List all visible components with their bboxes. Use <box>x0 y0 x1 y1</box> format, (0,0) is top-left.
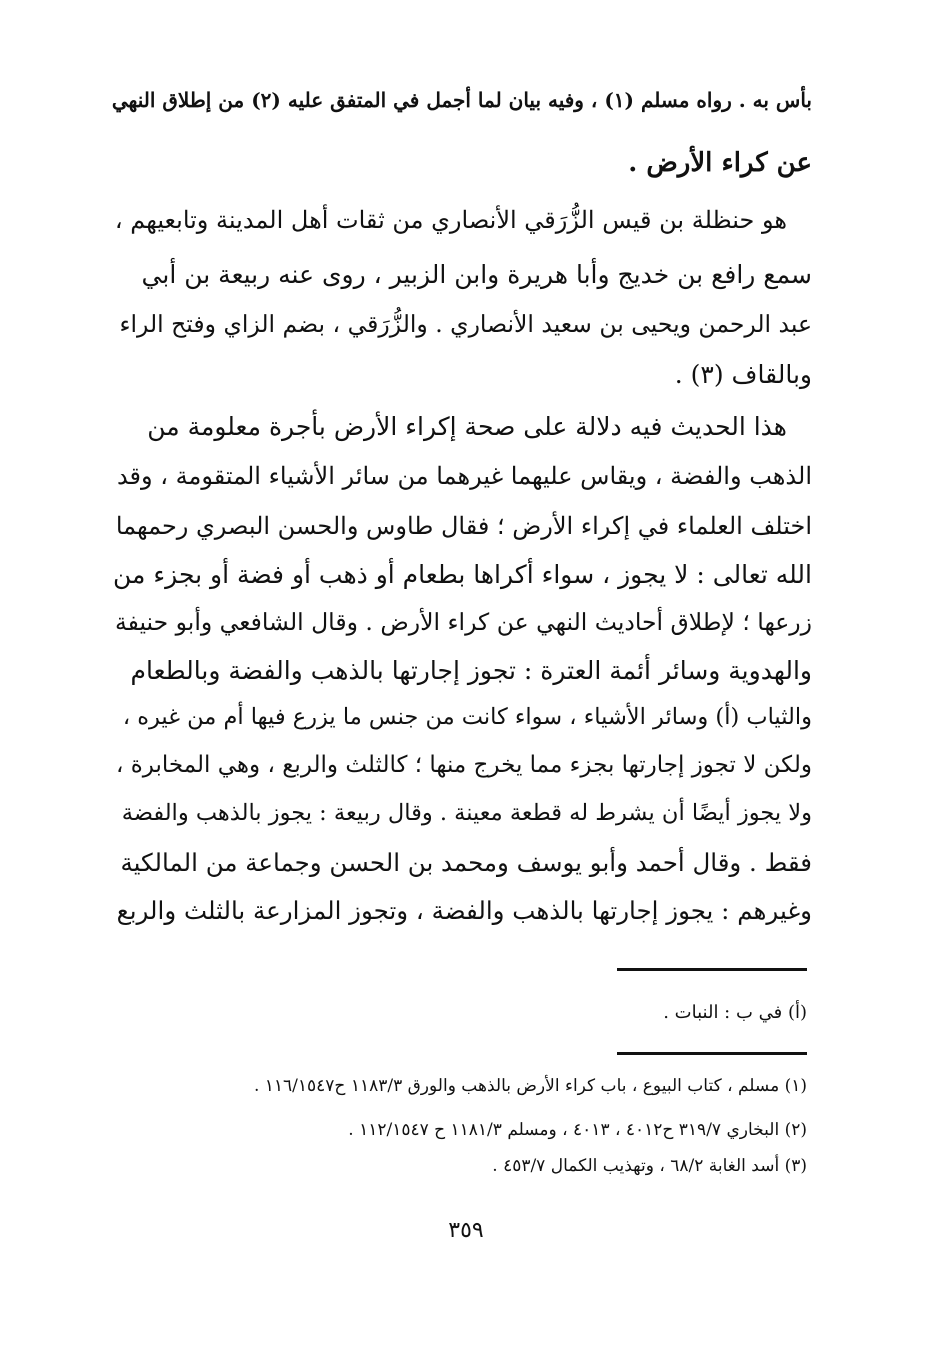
hadith-line-1: بأس به . رواه مسلم (١) ، وفيه بيان لما أجمل في المتفق عليه (٢) من إطلاق النهي <box>111 88 812 112</box>
commentary-line-6: والهدوية وسائر أئمة العترة : تجوز إجارتها بالذهب والفضة وبالطعام <box>130 656 812 685</box>
commentary-line-9: ولا يجوز أيضًا أن يشرط له قطعة معينة . وقال ربيعة : يجوز بالذهب والفضة <box>121 800 812 826</box>
footnote-1: (١) مسلم ، كتاب البيوع ، باب كراء الأرض بالذهب والورق ١١٨٣/٣ ح١١٦/١٥٤٧ . <box>253 1076 807 1096</box>
commentary-line-7: والثياب (أ) وسائر الأشياء ، سواء كانت من جنس ما يزرع فيها أم من غيره ، <box>122 704 812 730</box>
commentary-line-4: الله تعالى : لا يجوز ، سواء أكراها بطعام أو ذهب أو فضة أو بجزء من <box>113 560 812 589</box>
commentary-line-11: وغيرهم : يجوز إجارتها بالذهب والفضة ، وتجوز المزارعة بالثلث والربع <box>116 896 812 925</box>
commentary-line-2: الذهب والفضة ، ويقاس عليهما غيرهما من سائر الأشياء المتقومة ، وقد <box>116 462 812 490</box>
commentary-line-3: اختلف العلماء في إكراء الأرض ؛ فقال طاوس والحسن البصري رحمهما <box>115 512 812 540</box>
biography-line-4: وبالقاف (٣) . <box>674 360 812 389</box>
variant-note: (أ) في ب : النبات . <box>663 1002 807 1023</box>
footnotes-rule <box>617 1052 807 1055</box>
commentary-line-10: فقط . وقال أحمد وأبو يوسف ومحمد بن الحسن وجماعة من المالكية <box>120 848 812 877</box>
biography-line-3: عبد الرحمن ويحيى بن سعيد الأنصاري . والزُّرَقي ، بضم الزاي وفتح الراء <box>119 310 812 338</box>
footnote-2: (٢) البخاري ٣١٩/٧ ح٤٠١٢ ، ٤٠١٣ ، ومسلم ١١٨١/٣ ح ١١٢/١٥٤٧ . <box>348 1120 807 1140</box>
biography-line-1: هو حنظلة بن قيس الزُّرَقي الأنصاري من ثقات أهل المدينة وتابعيهم ، <box>114 206 787 234</box>
hadith-line-2: عن كراء الأرض . <box>628 148 812 178</box>
page-number: ٣٥٩ <box>448 1218 484 1243</box>
commentary-line-5: زرعها ؛ لإطلاق أحاديث النهي عن كراء الأرض . وقال الشافعي وأبو حنيفة <box>114 608 812 636</box>
variant-note-rule <box>617 968 807 971</box>
biography-line-2: سمع رافع بن خديج وأبا هريرة وابن الزبير ، روى عنه ربيعة بن أبي <box>141 260 812 289</box>
footnote-3: (٣) أسد الغابة ٦٨/٢ ، وتهذيب الكمال ٤٥٣/٧ . <box>492 1156 807 1176</box>
commentary-line-8: ولكن لا تجوز إجارتها بجزء مما يخرج منها ؛ كالثلث والربع ، وهي المخابرة ، <box>116 752 812 778</box>
commentary-line-1: هذا الحديث فيه دلالة على صحة إكراء الأرض بأجرة معلومة من <box>147 412 787 441</box>
